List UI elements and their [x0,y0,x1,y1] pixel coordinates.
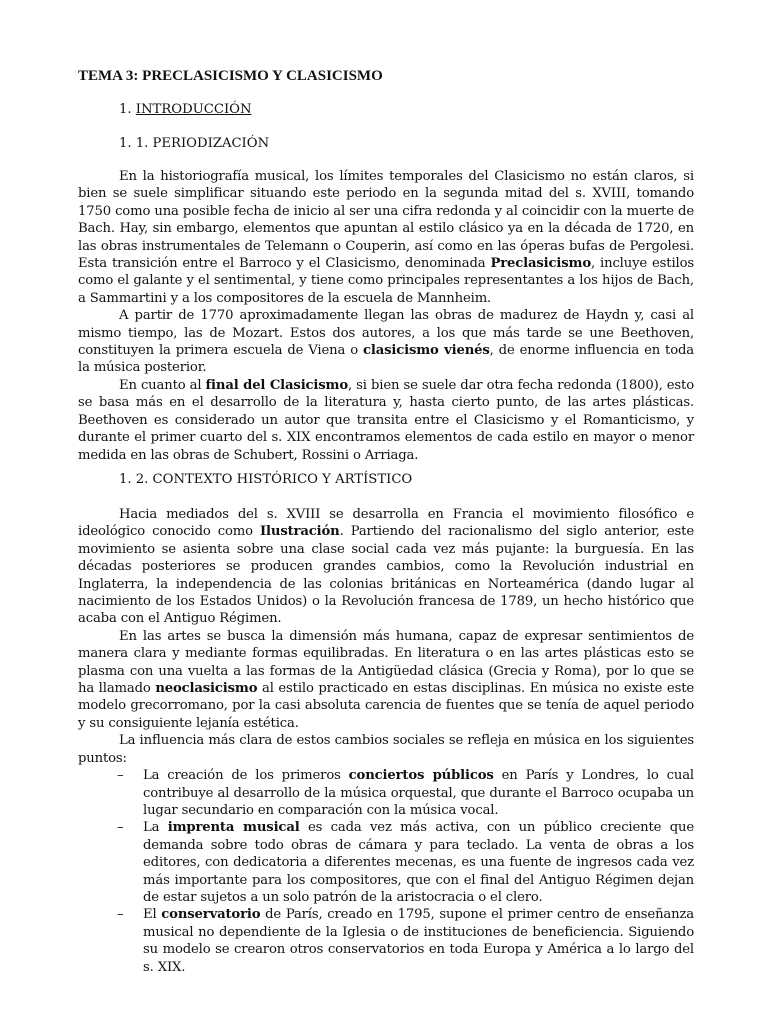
section-label: INTRODUCCIÓN [135,102,252,117]
paragraph-text: , incluye estilos como el galante y el sentimental, y tiene como principales representantes a los hijos de Bach, a Sammartini y a los compositores de la escuela de Mannheim. [78,256,694,306]
section-heading-introduccion [119,101,252,119]
dash-bullet: – [117,907,124,923]
list-item [117,906,694,976]
term-imprenta-musical: imprenta musical [167,820,300,836]
list-text: es cada vez más activa, con un público creciente que demanda sobre todo obras de cámara y para teclado. La venta de obras a los editores, con dedicatoria a diferentes mecenas, es una fuente de ingresos cada vez más importante para los compositores, que con el final del Antiguo Régimen dejan de estar sujetos a un solo patrón de la aristocracia o el clero. [143,820,694,905]
paragraph-text: al estilo practicado en estas disciplinas. En música no existe este modelo grecorromano, por la casi absoluta carencia de fuentes que se tenía de aquel periodo y su consiguiente lejanía estética. [78,681,694,731]
paragraph-viena [78,307,694,377]
list-text: La [143,820,168,836]
text-block-contexto [78,506,694,976]
term-conciertos-publicos: conciertos públicos [348,768,494,784]
list-text: La creación de los primeros [143,768,349,784]
subheading-periodizacion: 1. 1. PERIODIZACIÓN [119,136,270,151]
paragraph-text: En cuanto al [119,377,206,393]
dash-bullet: – [117,820,124,836]
paragraph-final [78,377,694,464]
paragraph-preclasicismo [78,168,694,307]
paragraph-text: Hacia mediados del s. XVIII se desarrolla en Francia el movimiento filosófico e ideológico conocido como [78,507,694,540]
section-number: 1. [119,102,132,117]
paragraph-text: En las artes se busca la dimensión más humana, capaz de expresar sentimientos de manera clara y mediante formas equilibradas. En literatura o en las artes plásticas esto se plasma con una vuelta a las formas de la Antigüedad clásica (Grecia y Roma), por lo que se ha llamado [78,628,694,697]
term-neoclasicismo: neoclasicismo [155,681,258,697]
influence-list [78,767,694,976]
term-ilustracion: Ilustración [260,524,340,540]
text-block-periodizacion [78,168,694,464]
dash-bullet: – [117,768,124,784]
paragraph-text: . Partiendo del racionalismo del siglo anterior, este movimiento se asienta sobre una clase social cada vez más pujante: la burguesía. En las décadas posteriores se producen grandes cambios, como la Revolución industrial en Inglaterra, la independencia de las colonias británicas en Norteamérica (dando lugar al nacimiento de los Estados Unidos) o la Revolución francesa de 1789, un hecho histórico que acaba con el Antiguo Régimen. [78,524,694,627]
paragraph-ilustracion [78,506,694,628]
subheading-contexto: 1. 2. CONTEXTO HISTÓRICO Y ARTÍSTICO [119,472,413,487]
list-item [117,819,694,906]
list-text: en París y Londres, lo cual contribuye al desarrollo de la música orquestal, que durante el Barroco ocupaba un lugar secundario en comparación con la música vocal. [143,768,694,818]
paragraph-influencia: La influencia más clara de estos cambios sociales se refleja en música en los siguientes puntos: [78,733,694,766]
list-text: de París, creado en 1795, supone el primer centro de enseñanza musical no dependiente de la Iglesia o de instituciones de beneficiencia. Siguiendo su modelo se crearon otros conservatorios en toda Europa y América a lo largo del s. XIX. [143,907,694,975]
document-title: TEMA 3: PRECLASICISMO Y CLASICISMO [78,68,383,84]
list-text: El [143,907,162,923]
list-item [117,767,694,819]
term-clasicismo-vienes: clasicismo vienés [362,343,490,359]
term-final-clasicismo: final del Clasicismo [205,377,349,393]
paragraph-text: , si bien se suele dar otra fecha redonda (1800), esto se basa más en el desarrollo de la literatura y, hasta cierto punto, de las artes plásticas. Beethoven es considerado un autor que transita entre el Clasicismo y el Romanticismo, y durante el primer cuarto del s. XIX encontramos elementos de cada estilo en mayor o menor medida en las obras de Schubert, Rossini o Arriaga. [78,377,694,463]
paragraph-text: En la historiografía musical, los límites temporales del Clasicismo no están claros, si bien se suele simplificar situando este periodo en la segunda mitad del s. XVIII, tomando 1750 como una posible fecha de inicio al ser una cifra redonda y al coincidir con la muerte de Bach. Hay, sin embargo, elementos que apuntan al estilo clásico ya en la década de 1720, en las obras instrumentales de Telemann o Couperin, así como en las óperas bufas de Pergolesi. Esta transición entre el Barroco y el Clasicismo, denominada [78,169,694,272]
paragraph-text: , de enorme influencia en toda la música posterior. [78,343,694,376]
term-preclasicismo: Preclasicismo [490,256,591,272]
paragraph-text: A partir de 1770 aproximadamente llegan las obras de madurez de Haydn y, casi al mismo tiempo, las de Mozart. Estos dos autores, a los que más tarde se une Beethoven, constituyen la primera escuela de Viena o [78,308,694,359]
term-conservatorio: conservatorio [161,907,261,923]
paragraph-artes [78,628,694,732]
